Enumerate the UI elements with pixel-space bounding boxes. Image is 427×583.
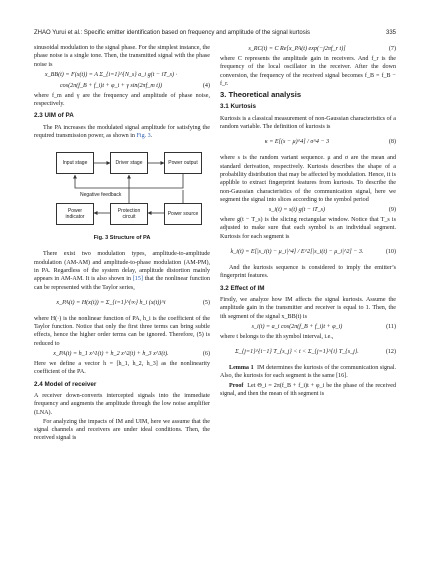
equation-body: Σ_{j=1}^{i−1} T_{s_j} < t < Σ_{j=1}^{i} T_{s_j}. (235, 349, 359, 356)
paragraph: A receiver down-converts intercepted signals into the immediate frequency and augments the amplitude through the low noise amplifier (LNA). (34, 392, 210, 416)
equation-5 (34, 293, 210, 315)
running-title: ZHAO Yurui et al.: Specific emitter identification based on frequency and amplitude of the signal kurtosis (34, 30, 311, 36)
equation-4b (34, 81, 210, 92)
box-protection-circuit: Protection circuit (110, 203, 148, 225)
paragraph: sinusoidal modulation to the signal phase. For the simplest instance, the phase noise is a single tone. Then, the transmitted signal with the phase noise is (34, 45, 210, 68)
paragraph: For analyzing the impacts of IM and UIM, here we assume that the signal channels and receivers are under ideal conditions. Then, the received signal is (34, 418, 210, 442)
equation-body: s_i(t) = s(t) g(t − iT_s) (268, 207, 326, 214)
paragraph: Here we define a vector h = [h_1, h_2, h_3] as the nonlinearity coefficient of the PA. (34, 361, 210, 376)
equation-number: (9) (388, 207, 396, 214)
box-power-source: Power source (164, 203, 202, 225)
left-column (34, 44, 210, 444)
paragraph-text: There exist two modulation types, amplitude-to-amplitude modulation (AM-AM) and amplitude-to-phase modulation (AM-PM), in PA. Regardless of the system delay, amplitude distortion mainly appears in AM-AM. It is also shown in (34, 251, 210, 283)
equation-number: (8) (388, 139, 396, 146)
citation-link[interactable]: [15] (132, 276, 143, 283)
section-heading-3: 3. Theoretical analysis (220, 90, 302, 100)
figure-link[interactable]: Fig. 3 (136, 133, 151, 140)
equation-number: (10) (385, 249, 396, 256)
box-driver-stage: Driver stage (110, 152, 148, 174)
equation-number: (12) (385, 349, 396, 356)
equation-number: (7) (388, 46, 396, 52)
section-heading-3-2: 3.2 Effect of IM (220, 284, 265, 292)
equation-number: (11) (386, 323, 396, 330)
equation-number: (5) (202, 299, 210, 306)
lemma-label: Lemma 1 (229, 365, 254, 372)
paragraph: Kurtosis is a classical measurement of non-Gaussian characteristics of a random variable. The definition of kurtosis is (220, 115, 396, 131)
section-heading-3-1: 3.1 Kurtosis (220, 103, 257, 111)
figure-pa-structure (34, 144, 210, 248)
equation-body: x_BB(t) = F(x(t)) = A Σ_{i=1}^{N_s} a_i g(t − iT_s) · (44, 71, 178, 78)
box-input-stage: Input stage (56, 152, 94, 174)
paragraph: where C represents the amplitude gain in receivers. And f_r is the frequency of the local oscillator in the receiver. After the down conversion, the frequency of the received signal becomes f_B = f_B − f_r. (220, 56, 396, 87)
figure-caption: Fig. 3 Structure of PA (93, 235, 151, 242)
equation-number: (6) (202, 351, 210, 358)
equation-4a (34, 70, 210, 81)
paragraph: Firstly, we analyze how IM affects the signal kurtosis. Assume the amplitude gain in the transmitter and receiver is equal to 1. Then, the ith segment of the signal x_BB(t) is (220, 296, 396, 320)
proof-text: Let Θ_i = 2π(f_B + f_i)t + φ_i be the phase of the received signal, and then the mean of ith segment is (220, 382, 396, 398)
label-negative-feedback: Negative feedback (80, 192, 122, 199)
equation-12 (220, 342, 396, 364)
box-power-output: Power output (164, 152, 202, 174)
equation-10 (220, 242, 396, 264)
paragraph: where g(t − T_s) is the slicing rectangular window. Notice that T_s is adjusted to make sure that each symbol is an individual segment. Kurtosis for each segment is (220, 217, 396, 240)
equation-body: s_RC(t) = C Re[x_PA(t) exp(−j2πf_r t)] (248, 46, 346, 52)
equation-body: cos(2π(f_B + f_i)t + φ_i + γ sin(2πf_m t)) (59, 82, 163, 89)
equation-7 (220, 44, 396, 55)
lemma-text: IM determines the kurtosis of the communication signal. Also, the kurtosis for each segment is the same [16]. (220, 365, 396, 380)
equation-number: (4) (202, 82, 210, 89)
equation-body: κ = E[(s − μ)^4] / σ^4 − 3 (264, 139, 330, 146)
proof-paragraph (220, 382, 396, 399)
equation-11 (220, 322, 396, 333)
paragraph: where s is the random variant sequence. μ and σ are the mean and standard derivation, respectively. Kurtosis describes the shape of a probability distribution that may be affected by modulation. Hence, it is applible to extract fingerprint features from kurtosis. To describe the non-Gaussian characteristics of the communication signal, here we segment the signal into slices according to the symbol period (220, 155, 396, 203)
paragraph-text: The PA increases the modulated signal amplitude for satisfying the required transmission power, as shown in (34, 124, 210, 140)
paragraph: The PA increases the modulated signal amplitude for satisfying the required transmission power, as shown in Fig. 3. (34, 124, 210, 140)
page-number: 335 (385, 30, 396, 36)
equation-body: s_i(t) = a_i cos(2π(f_B + f_i)t + φ_i) (251, 323, 343, 330)
proof-label: Proof (229, 382, 244, 389)
paragraph: where f_m and γ are the frequency and amplitude of phase noise, respectively. (34, 92, 210, 108)
lemma-paragraph (220, 364, 396, 381)
equation-body: k_i(t) = E[|s_i(t) − μ_i|^4] / E^2[|s_i(t) − μ_i|^2] − 3. (230, 249, 364, 256)
equation-body: x_PA(t) = H(x(t)) = Σ_{i=1}^{∞} h_i (x(t))^i (56, 299, 166, 306)
paragraph: where t belongs to the ith symbol interval, i.e., (220, 333, 334, 340)
box-power-indicator: Power indicator (56, 203, 94, 225)
equation-8 (220, 132, 396, 154)
section-heading-2-4: 2.4 Model of receiver (34, 380, 97, 388)
section-heading-2-3: 2.3 UIM of PA (34, 112, 74, 120)
paragraph-text: that the nonlinear function can be represented with the Taylor series, (34, 276, 210, 291)
paragraph (34, 250, 210, 291)
equation-6 (34, 349, 210, 360)
paragraph: And the kurtosis sequence is considered to imply the emitter’s fingerprint features. (220, 265, 396, 280)
paragraph: where H(·) is the nonlinear function of PA, h_i is the coefficient of the Taylor function. Notice that only the first three terms can bring subtle effects, hence the higher order terms can be ignored. Therefore, (5) is reduced to (34, 315, 210, 347)
equation-body: x_PA(t) = h_1 x^1(t) + h_2 x^2(t) + h_3 x^3(t). (53, 351, 169, 358)
running-header (34, 30, 396, 36)
equation-9 (220, 205, 396, 216)
right-column (220, 44, 396, 399)
